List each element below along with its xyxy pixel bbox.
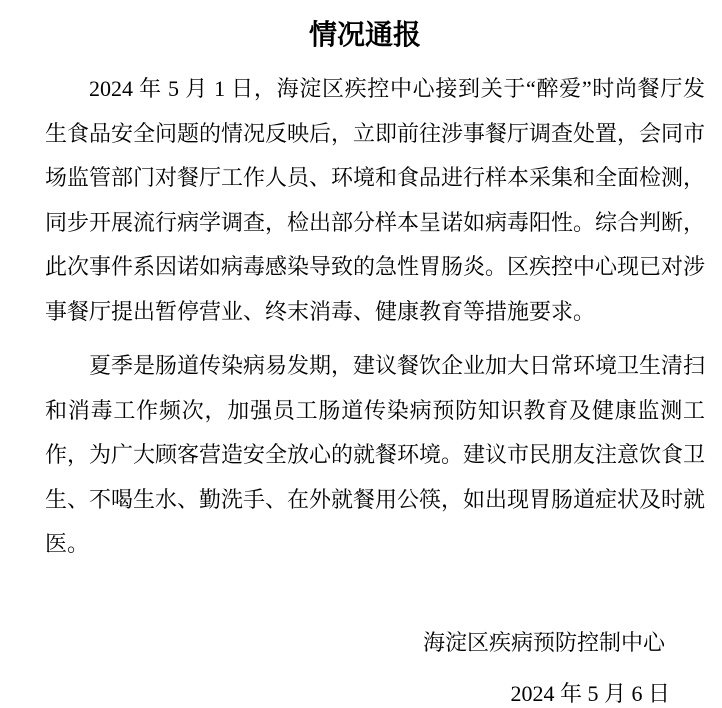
signature-date: 2024 年 5 月 6 日 (510, 680, 670, 706)
document-title: 情况通报 (308, 20, 421, 51)
signature-organization: 海淀区疾病预防控制中心 (422, 629, 665, 655)
paragraph-incident: 2024 年 5 月 1 日，海淀区疾控中心接到关于“醉爱”时尚餐厅发生食品安全问题的情况反映后，立即前往涉事餐厅调查处置，会同市场监管部门对餐厅工作人员、环境和食品进行样本采集和全面检测，同步开展流行病学调查，检出部分样本呈诺如病毒阳性。综合判断，此次事件系因诺如病毒感染导致的急性胃肠炎。区疾控中心现已对涉事餐厅提出暂停营业、终末消毒、健康教育等措施要求。 (45, 76, 706, 324)
paragraph-advice: 夏季是肠道传染病易发期，建议餐饮企业加大日常环境卫生清扫和消毒工作频次，加强员工肠道传染病预防知识教育及健康监测工作，为广大顾客营造安全放心的就餐环境。建议市民朋友注意饮食卫生、不喝生水、勤洗手、在外就餐用公筷，如出现胃肠道症状及时就医。 (45, 353, 706, 556)
